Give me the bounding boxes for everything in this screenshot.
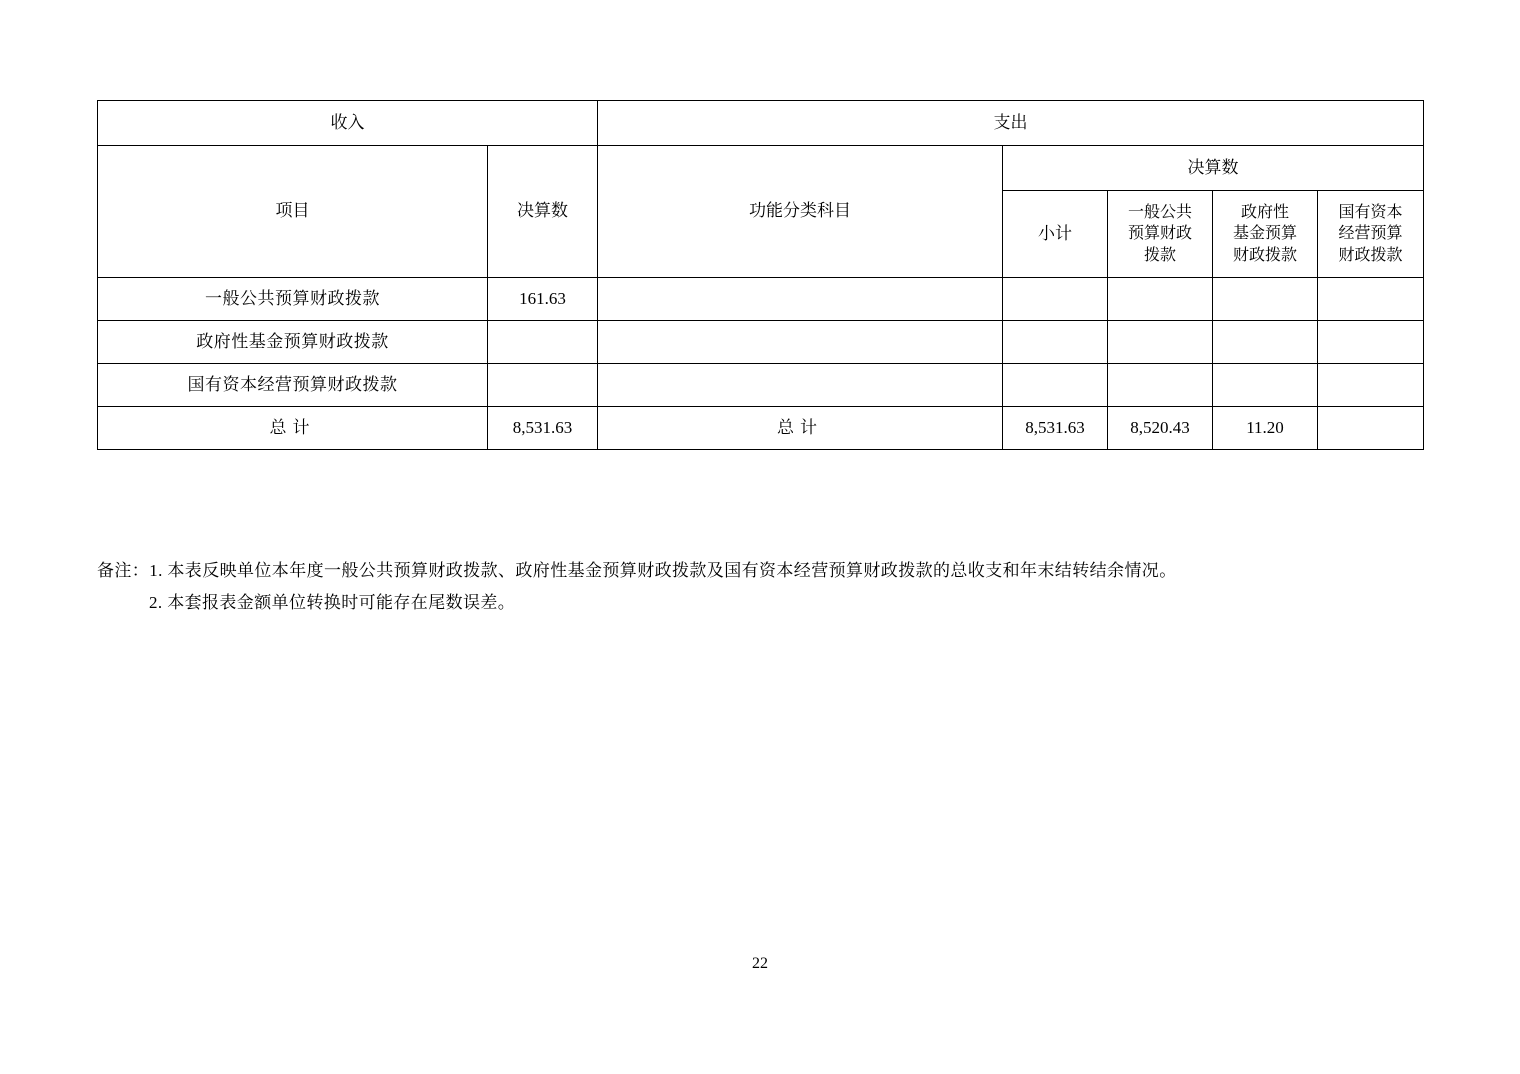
row-gov-fund-budget [1213, 364, 1318, 407]
row-subtotal [1003, 364, 1108, 407]
row-state-capital-budget [1318, 278, 1424, 321]
header-state-capital-budget-line2: 经营预算 [1338, 225, 1403, 243]
page-number: 22 [752, 955, 768, 972]
header-general-public-budget [1108, 191, 1213, 278]
note-line-2: 2. 本套报表金额单位转换时可能存在尾数误差。 [149, 593, 516, 613]
header-general-public-budget-line2: 预算财政 [1127, 225, 1192, 243]
table-header-row-2 [98, 146, 1424, 191]
row-subtotal [1003, 278, 1108, 321]
total-subtotal: 8,531.63 [1003, 407, 1108, 450]
total-income-item: 总计 [98, 407, 488, 450]
budget-table-container [97, 100, 1423, 450]
header-general-public-budget-line1: 一般公共 [1127, 203, 1192, 221]
total-gov-fund-budget: 11.20 [1213, 407, 1318, 450]
row-expense-subject [598, 278, 1003, 321]
total-expense-subject: 总计 [598, 407, 1003, 450]
row-general-public-budget [1108, 364, 1213, 407]
header-expense-subject: 功能分类科目 [598, 146, 1003, 278]
row-gov-fund-budget [1213, 278, 1318, 321]
header-gov-fund-budget-line2: 基金预算 [1232, 225, 1297, 243]
row-state-capital-budget [1318, 321, 1424, 364]
row-income-item: 政府性基金预算财政拨款 [98, 321, 488, 364]
total-state-capital-budget [1318, 407, 1424, 450]
table-row [98, 364, 1424, 407]
budget-table [97, 100, 1424, 450]
header-subtotal: 小计 [1003, 191, 1108, 278]
row-income-item: 一般公共预算财政拨款 [98, 278, 488, 321]
header-income-group: 收入 [98, 101, 598, 146]
header-income-final: 决算数 [488, 146, 598, 278]
header-expense-final: 决算数 [1003, 146, 1424, 191]
table-header-row-1 [98, 101, 1424, 146]
row-gov-fund-budget [1213, 321, 1318, 364]
header-state-capital-budget-line1: 国有资本 [1338, 203, 1403, 221]
total-general-public-budget: 8,520.43 [1108, 407, 1213, 450]
header-general-public-budget-line3: 拨款 [1143, 246, 1176, 264]
row-income-final: 161.63 [488, 278, 598, 321]
header-gov-fund-budget [1213, 191, 1318, 278]
note-line-1: 备注：1. 本表反映单位本年度一般公共预算财政拨款、政府性基金预算财政拨款及国有资本经营预算财政拨款的总收支和年末结转结余情况。 [97, 561, 1177, 580]
row-subtotal [1003, 321, 1108, 364]
header-state-capital-budget [1318, 191, 1424, 278]
table-row [98, 278, 1424, 321]
table-row [98, 321, 1424, 364]
row-expense-subject [598, 321, 1003, 364]
row-general-public-budget [1108, 321, 1213, 364]
header-expense-group: 支出 [598, 101, 1424, 146]
header-state-capital-budget-line3: 财政拨款 [1338, 246, 1403, 264]
row-income-final [488, 321, 598, 364]
total-income-final: 8,531.63 [488, 407, 598, 450]
row-state-capital-budget [1318, 364, 1424, 407]
row-general-public-budget [1108, 278, 1213, 321]
header-gov-fund-budget-line1: 政府性 [1240, 203, 1289, 221]
header-income-item: 项目 [98, 146, 488, 278]
row-income-final [488, 364, 598, 407]
table-total-row [98, 407, 1424, 450]
row-expense-subject [598, 364, 1003, 407]
row-income-item: 国有资本经营预算财政拨款 [98, 364, 488, 407]
table-notes [97, 555, 1427, 620]
header-gov-fund-budget-line3: 财政拨款 [1232, 246, 1297, 264]
